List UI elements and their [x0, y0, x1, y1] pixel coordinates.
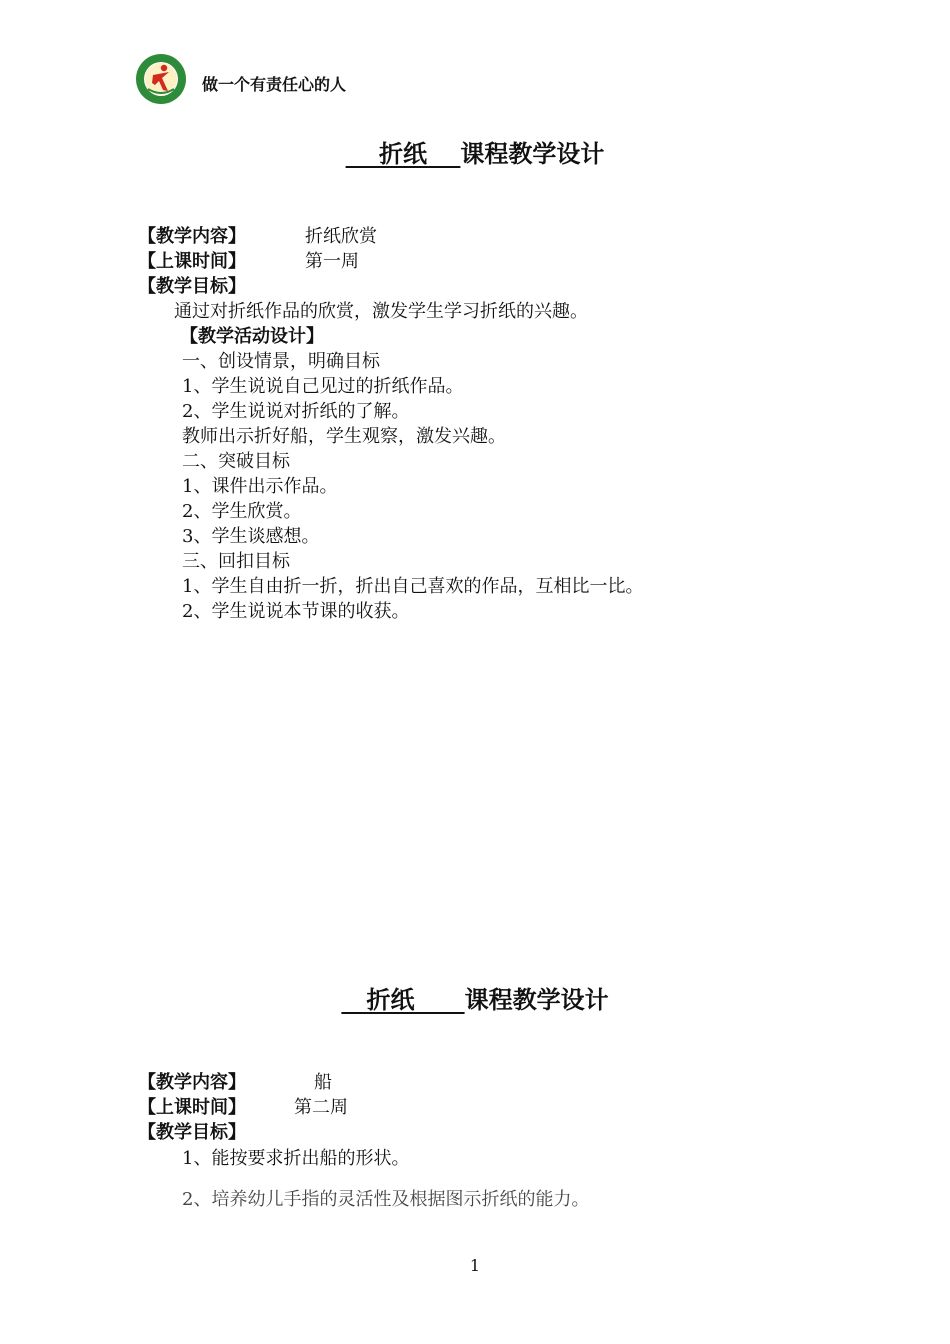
lesson1-title: [0, 134, 950, 169]
school-emblem-icon: [135, 53, 187, 105]
lesson1-time-label: 【上课时间】: [138, 251, 246, 272]
lesson1-content-label: 【教学内容】: [138, 226, 246, 247]
lesson2-title: [0, 980, 950, 1015]
activity-line: 一、创设情景，明确目标: [182, 351, 380, 372]
lesson1-time-value: 第一周: [305, 251, 359, 272]
lesson1-activity-label: 【教学活动设计】: [180, 326, 324, 347]
lesson2-time-label: 【上课时间】: [138, 1097, 246, 1118]
lesson2-content-value: 船: [314, 1072, 332, 1093]
activity-line: 三、回扣目标: [182, 551, 290, 572]
activity-line: 1、课件出示作品。: [182, 476, 338, 497]
lesson2-goal-line: 1、能按要求折出船的形状。: [182, 1148, 410, 1169]
activity-line: 1、学生说说自己见过的折纸作品。: [182, 376, 464, 397]
lesson1-content-value: 折纸欣赏: [305, 226, 377, 247]
lesson1-subject: 折纸: [345, 140, 461, 168]
activity-line: 2、学生说说对折纸的了解。: [182, 401, 410, 422]
lesson2-goal-line: 2、培养幼儿手指的灵活性及根据图示折纸的能力。: [182, 1189, 590, 1210]
activity-line: 2、学生欣赏。: [182, 501, 302, 522]
lesson2-goal-label: 【教学目标】: [138, 1122, 246, 1143]
page-number: 1: [469, 1256, 481, 1275]
activity-line: 3、学生谈感想。: [182, 526, 320, 547]
activity-line: 二、突破目标: [182, 451, 290, 472]
lesson2-content-label: 【教学内容】: [138, 1072, 246, 1093]
activity-line: 教师出示折好船，学生观察，激发兴趣。: [182, 426, 506, 447]
lesson2-title-suffix: 课程教学设计: [464, 986, 609, 1014]
lesson2-time-value: 第二周: [294, 1097, 348, 1118]
lesson2-subject: 折纸: [341, 986, 465, 1014]
activity-line: 2、学生说说本节课的收获。: [182, 601, 410, 622]
school-motto: 做一个有责任心的人: [202, 75, 347, 94]
lesson1-goal-label: 【教学目标】: [138, 276, 246, 297]
lesson1-title-suffix: 课程教学设计: [460, 140, 605, 168]
lesson1-goal-text: 通过对折纸作品的欣赏，激发学生学习折纸的兴趣。: [174, 301, 588, 322]
activity-line: 1、学生自由折一折，折出自己喜欢的作品，互相比一比。: [182, 576, 644, 597]
